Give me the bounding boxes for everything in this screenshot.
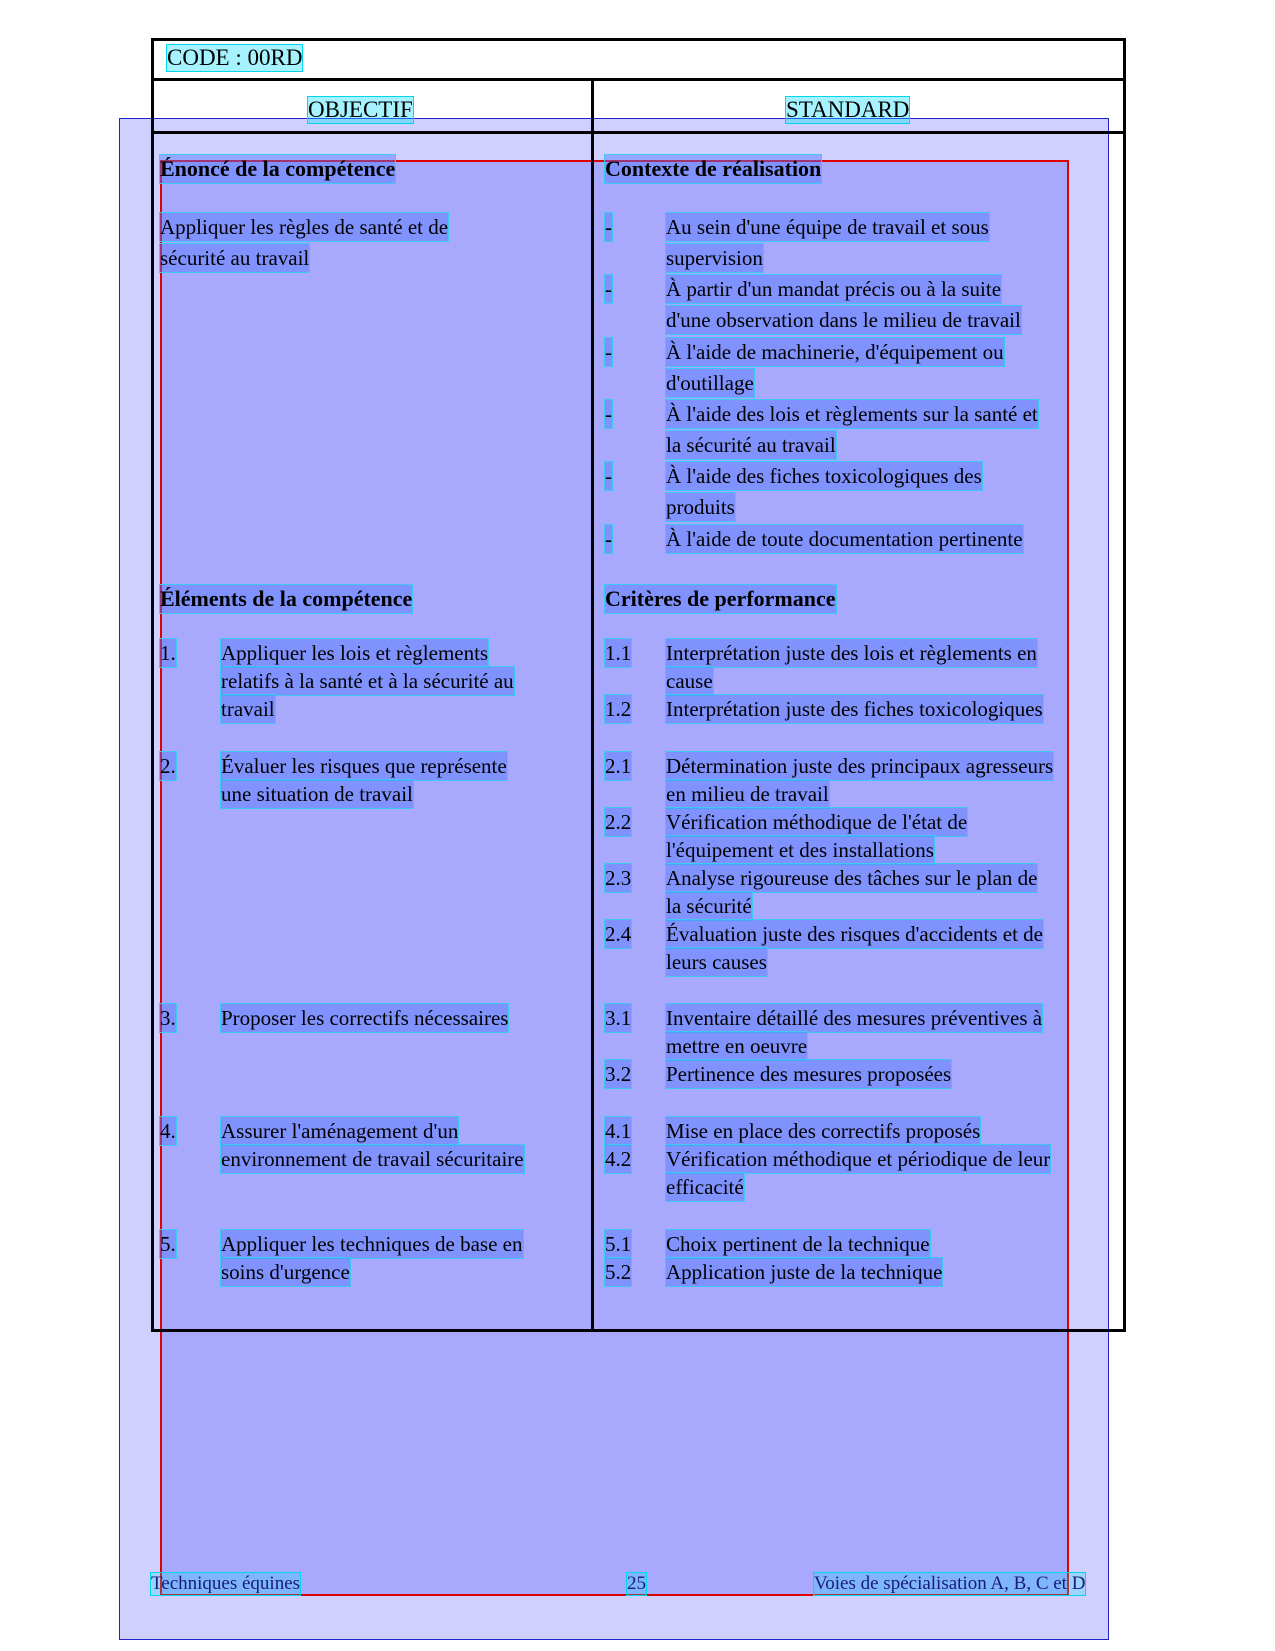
element-number: 1. bbox=[160, 641, 176, 665]
critere-number: 4.2 bbox=[605, 1147, 632, 1171]
list-item: la sécurité au travail bbox=[666, 433, 836, 457]
list-item-bullet: - bbox=[605, 277, 612, 301]
list-item: Au sein d'une équipe de travail et sous bbox=[666, 215, 989, 239]
list-item-bullet: - bbox=[605, 340, 612, 364]
critere-text: efficacité bbox=[666, 1175, 744, 1199]
critere-number: 2.1 bbox=[605, 754, 632, 778]
critere-text: Application juste de la technique bbox=[666, 1260, 943, 1284]
list-item: d'outillage bbox=[666, 371, 754, 395]
criteres-title: Critères de performance bbox=[605, 586, 836, 611]
footer-left: Techniques équines bbox=[151, 1573, 301, 1594]
element-text: Proposer les correctifs nécessaires bbox=[221, 1006, 509, 1030]
enonce-text: sécurité au travail bbox=[160, 246, 310, 270]
critere-number: 3.1 bbox=[605, 1006, 632, 1030]
critere-text: Inventaire détaillé des mesures préventives à bbox=[666, 1006, 1043, 1030]
list-item-bullet: - bbox=[605, 464, 612, 488]
critere-text: Évaluation juste des risques d'accidents et de bbox=[666, 922, 1044, 946]
critere-text: cause bbox=[666, 669, 713, 693]
critere-text: Pertinence des mesures proposées bbox=[666, 1062, 952, 1086]
critere-text: Interprétation juste des fiches toxicologiques bbox=[666, 697, 1043, 721]
column-divider bbox=[591, 81, 594, 1330]
element-text: une situation de travail bbox=[221, 782, 413, 806]
list-item: À l'aide de machinerie, d'équipement ou bbox=[666, 340, 1004, 364]
critere-number: 1.2 bbox=[605, 697, 632, 721]
list-item: À l'aide des fiches toxicologiques des bbox=[666, 464, 982, 488]
list-item-bullet: - bbox=[605, 402, 612, 426]
code-row bbox=[154, 41, 1123, 81]
element-number: 4. bbox=[160, 1119, 176, 1143]
element-text: Assurer l'aménagement d'un bbox=[221, 1119, 459, 1143]
contexte-title: Contexte de réalisation bbox=[605, 156, 822, 181]
critere-text: la sécurité bbox=[666, 894, 752, 918]
critere-text: leurs causes bbox=[666, 950, 767, 974]
element-number: 3. bbox=[160, 1006, 176, 1030]
element-text: environnement de travail sécuritaire bbox=[221, 1147, 524, 1171]
standard-header: STANDARD bbox=[786, 97, 910, 122]
elements-title: Éléments de la compétence bbox=[160, 586, 413, 611]
critere-number: 2.2 bbox=[605, 810, 632, 834]
list-item: À l'aide des lois et règlements sur la santé et bbox=[666, 402, 1038, 426]
element-text: Appliquer les techniques de base en bbox=[221, 1232, 523, 1256]
critere-number: 2.3 bbox=[605, 866, 632, 890]
element-text: travail bbox=[221, 697, 275, 721]
critere-text: Analyse rigoureuse des tâches sur le plan de bbox=[666, 866, 1038, 890]
footer-right: Voies de spécialisation A, B, C et D bbox=[814, 1573, 1086, 1594]
list-item-bullet: - bbox=[605, 527, 612, 551]
objectif-header: OBJECTIF bbox=[308, 97, 413, 122]
critere-number: 1.1 bbox=[605, 641, 632, 665]
enonce-title: Énoncé de la compétence bbox=[160, 156, 396, 181]
critere-text: Mise en place des correctifs proposés bbox=[666, 1119, 981, 1143]
critere-text: mettre en oeuvre bbox=[666, 1034, 808, 1058]
element-number: 2. bbox=[160, 754, 176, 778]
enonce-text: Appliquer les règles de santé et de bbox=[160, 215, 449, 239]
list-item: À l'aide de toute documentation pertinente bbox=[666, 527, 1023, 551]
page-number: 25 bbox=[627, 1573, 646, 1594]
element-text: soins d'urgence bbox=[221, 1260, 350, 1284]
element-text: Appliquer les lois et règlements bbox=[221, 641, 489, 665]
element-text: relatifs à la santé et à la sécurité au bbox=[221, 669, 514, 693]
critere-number: 3.2 bbox=[605, 1062, 632, 1086]
critere-text: en milieu de travail bbox=[666, 782, 829, 806]
critere-text: Interprétation juste des lois et règlements en bbox=[666, 641, 1037, 665]
list-item: supervision bbox=[666, 246, 763, 270]
critere-text: Vérification méthodique de l'état de bbox=[666, 810, 968, 834]
critere-number: 5.1 bbox=[605, 1232, 632, 1256]
list-item: d'une observation dans le milieu de travail bbox=[666, 308, 1021, 332]
critere-text: Vérification méthodique et périodique de leur bbox=[666, 1147, 1051, 1171]
critere-text: l'équipement et des installations bbox=[666, 838, 934, 862]
critere-number: 4.1 bbox=[605, 1119, 632, 1143]
critere-number: 5.2 bbox=[605, 1260, 632, 1284]
competency-code: CODE : 00RD bbox=[167, 45, 303, 70]
list-item-bullet: - bbox=[605, 215, 612, 239]
critere-number: 2.4 bbox=[605, 922, 632, 946]
critere-text: Détermination juste des principaux agresseurs bbox=[666, 754, 1054, 778]
list-item: produits bbox=[666, 495, 735, 519]
list-item: À partir d'un mandat précis ou à la suite bbox=[666, 277, 1002, 301]
element-text: Évaluer les risques que représente bbox=[221, 754, 507, 778]
header-row bbox=[154, 81, 1123, 134]
critere-text: Choix pertinent de la technique bbox=[666, 1232, 930, 1256]
element-number: 5. bbox=[160, 1232, 176, 1256]
